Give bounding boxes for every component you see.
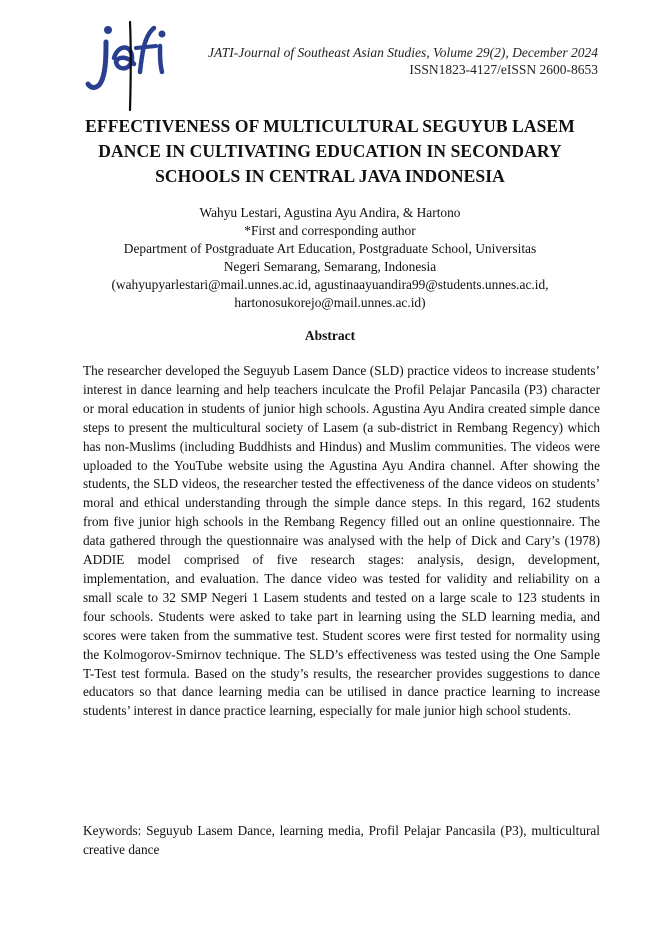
author-names: Wahyu Lestari, Agustina Ayu Andira, & Hartono [199, 205, 461, 220]
keywords: Keywords: Seguyub Lasem Dance, learning media, Profil Pelajar Pancasila (P3), multicultural creative dance [83, 823, 600, 857]
journal-header [208, 44, 598, 78]
title-line: EFFECTIVENESS OF MULTICULTURAL SEGUYUB LASEM [85, 116, 575, 136]
author-emails: hartonosukorejo@mail.unnes.ac.id) [234, 295, 426, 310]
jati-logo-icon [84, 14, 174, 112]
affiliation: Department of Postgraduate Art Education, Postgraduate School, Universitas [123, 241, 537, 256]
title-line: DANCE IN CULTIVATING EDUCATION IN SECONDARY [98, 141, 562, 161]
author-emails: (wahyupyarlestari@mail.unnes.ac.id, agustinaayuandira99@students.unnes.ac.id, [111, 277, 549, 292]
abstract-heading: Abstract [304, 328, 356, 343]
journal-citation: JATI-Journal of Southeast Asian Studies, Volume 29(2), December 2024 [208, 45, 598, 60]
paper-title [40, 114, 620, 189]
affiliation: Negeri Semarang, Semarang, Indonesia [223, 259, 437, 274]
author-block [40, 204, 620, 312]
journal-issn: ISSN1823-4127/eISSN 2600-8653 [409, 62, 598, 77]
corresponding-author-note: *First and corresponding author [244, 223, 416, 238]
abstract-body: The researcher developed the Seguyub Lasem Dance (SLD) practice videos to increase students’ interest in dance learning and help teachers inculcate the Profil Pelajar Pancasila (P3) character or moral education in students of junior high schools. Agustina Ayu Andira created simple dance steps to present the multicultural society of Lasem (a sub-district in Rembang Regency) which has non-Muslims (including Buddhists and Hindus) and Muslim communities. The videos were uploaded to the YouTube website using the Agustina Ayu Andira channel. After showing the students, the SLD videos, the researcher tested the effectiveness of the dance videos on students’ moral and ethical understanding through the simple dance steps. In this regard, 162 students from five junior high schools in the Rembang Regency filled out an online questionnaire. The data gathered through the questionnaire was analysed with the help of Dick and Cary’s (1978) ADDIE model comprised of five research stages: analysis, design, development, implementation, and evaluation. The dance video was tested for validity and reliability on a small scale to 32 SMP Negeri 1 Lasem students and tested on a large scale to 123 students in four schools. Students were asked to take part in learning using the SLD learning media, and scores were taken from the summative test. Student scores were first tested for normality using the Kolmogorov-Smirnov technique. The SLD’s effectiveness was tested using the One Sample T-Test test formula. Based on the study’s results, the researcher provides suggestions to dance educators so that dance learning media can be utilised in dance practice learning to increase students’ interest in dance practice learning, especially for male junior high school students. [83, 363, 600, 719]
title-line: SCHOOLS IN CENTRAL JAVA INDONESIA [155, 166, 505, 186]
